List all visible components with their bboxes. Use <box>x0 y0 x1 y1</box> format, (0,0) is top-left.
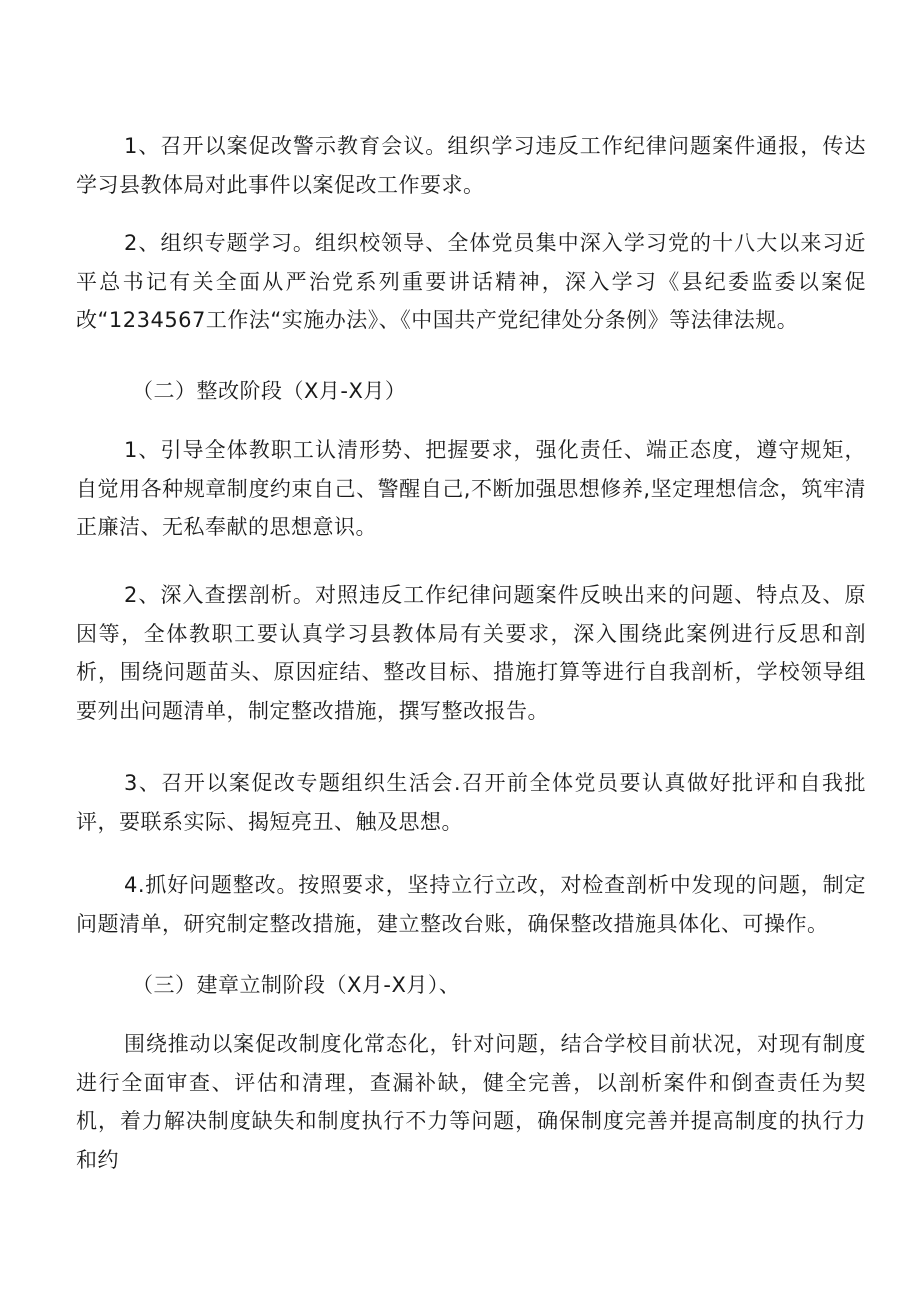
paragraph-rectify-problems: 4.抓好问题整改。按照要求，坚持立行立改，对检查剖析中发现的问题，制定问题清单，研究制定整改措施，建立整改台账，确保整改措施具体化、可操作。 <box>76 873 866 936</box>
paragraph-organizational-life-meeting: 3、召开以案促改专题组织生活会.召开前全体党员要认真做好批评和自我批评，要联系实际、揭短亮丑、触及思想。 <box>76 771 866 834</box>
paragraph-institutionalization: 围绕推动以案促改制度化常态化，针对问题，结合学校目前状况，对现有制度进行全面审查、评估和清理，查漏补缺，健全完善，以剖析案件和倒查责任为契机，着力解决制度缺失和制度执行不力等问题，确保制度完善并提高制度的执行力和约 <box>76 1032 866 1172</box>
section-heading-institution-building-stage: （三）建章立制阶段（X月-X月）、 <box>132 973 461 997</box>
paragraph-guide-staff: 1、引导全体教职工认清形势、把握要求，强化责任、端正态度，遵守规矩，自觉用各种规章制度约束自己、警醒自己,不断加强思想修养,坚定理想信念，筑牢清正廉洁、无私奉献的思想意识。 <box>76 438 866 539</box>
paragraph-convene-warning-meeting: 1、召开以案促改警示教育会议。组织学习违反工作纪律问题案件通报，传达学习县教体局对此事件以案促改工作要求。 <box>76 134 866 197</box>
section-heading-rectification-stage: （二）整改阶段（X月-X月） <box>132 379 407 403</box>
paragraph-in-depth-analysis: 2、深入查摆剖析。对照违反工作纪律问题案件反映出来的问题、特点及、原因等，全体教职工要认真学习县教体局有关要求，深入围绕此案例进行反思和剖析，围绕问题苗头、原因症结、整改目标、措施打算等进行自我剖析，学校领导组要列出问题清单，制定整改措施，撰写整改报告。 <box>76 583 866 723</box>
paragraph-special-study: 2、组织专题学习。组织校领导、全体党员集中深入学习党的十八大以来习近平总书记有关全面从严治党系列重要讲话精神，深入学习《县纪委监委以案促改“1234567工作法“实施办法》、《中国共产党纪律处分条例》等法律法规。 <box>76 231 866 332</box>
